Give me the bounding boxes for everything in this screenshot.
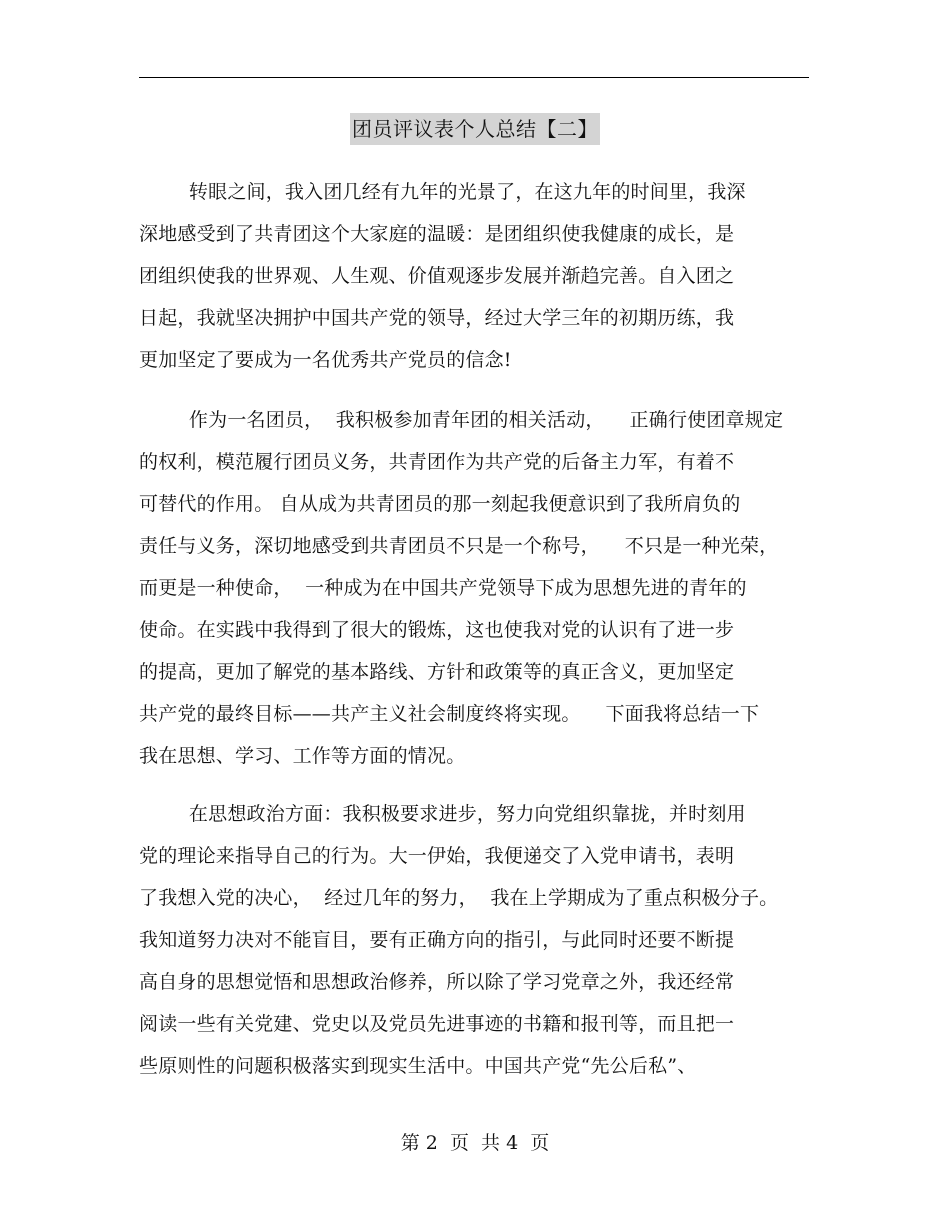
text-line: 作为一名团员， 我积极参加青年团的相关活动， 正确行使团章规定 — [139, 409, 784, 431]
text-line: 可替代的作用。 自从成为共青团员的那一刻起我便意识到了我所肩负的 — [139, 493, 741, 515]
text-line: 的权利，模范履行团员义务，共青团作为共产党的后备主力军，有着不 — [139, 451, 735, 473]
text-line: 我在思想、学习、工作等方面的情况。 — [139, 745, 466, 767]
text-line: 团组织使我的世界观、人生观、价值观逐步发展并渐趋完善。自入团之 — [139, 265, 735, 287]
text-line: 了我想入党的决心， 经过几年的努力， 我在上学期成为了重点积极分子。 — [139, 887, 779, 909]
text-line: 些原则性的问题积极落实到现实生活中。中国共产党“先公后私”、 — [139, 1055, 697, 1077]
text-line: 共产党的最终目标——共产主义社会制度终将实现。 下面我将总结一下 — [139, 703, 760, 725]
text-line: 在思想政治方面：我积极要求进步，努力向党组织靠拢，并时刻用 — [139, 803, 746, 825]
header-rule — [139, 77, 809, 78]
text-line: 深地感受到了共青团这个大家庭的温暖：是团组织使我健康的成长，是 — [139, 223, 735, 245]
text-line: 的提高，更加了解党的基本路线、方针和政策等的真正含义，更加坚定 — [139, 661, 735, 683]
text-line: 高自身的思想觉悟和思想政治修养，所以除了学习党章之外，我还经常 — [139, 971, 735, 993]
text-line: 而更是一种使命， 一种成为在中国共产党领导下成为思想先进的青年的 — [139, 577, 747, 599]
text-line: 党的理论来指导自己的行为。大一伊始，我便递交了入党申请书，表明 — [139, 845, 735, 867]
document-title: 团员评议表个人总结【二】 — [350, 113, 600, 145]
text-line: 使命。在实践中我得到了很大的锻炼，这也使我对党的认识有了进一步 — [139, 619, 735, 641]
text-line: 阅读一些有关党建、党史以及党员先进事迹的书籍和报刊等，而且把一 — [139, 1013, 735, 1035]
text-line: 责任与义务，深切地感受到共青团员不只是一个称号， 不只是一种光荣， — [139, 535, 779, 557]
text-line: 转眼之间，我入团几经有九年的光景了，在这九年的时间里，我深 — [139, 181, 746, 203]
page-number-footer: 第 2 页 共 4 页 — [400, 1132, 550, 1154]
text-line: 我知道努力决对不能盲目，要有正确方向的指引，与此同时还要不断提 — [139, 929, 735, 951]
title-container — [0, 113, 950, 145]
text-line: 更加坚定了要成为一名优秀共产党员的信念! — [139, 349, 512, 371]
text-line: 日起，我就坚决拥护中国共产党的领导，经过大学三年的初期历练，我 — [139, 307, 735, 329]
